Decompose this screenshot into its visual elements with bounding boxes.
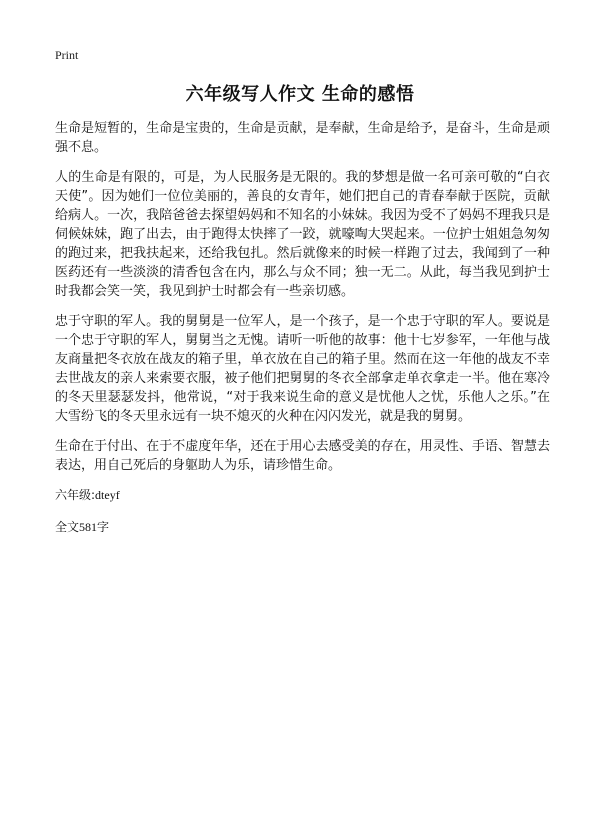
paragraph-2: 人的生命是有限的，可是，为人民服务是无限的。我的梦想是做一名可亲可敬的“白衣天使”。因为她们一位位美丽的，善良的女青年，她们把自己的青春奉献于医院，贡献给病人。一次，我陪爸爸去探望妈妈和不知名的小妹妹。我因为受不了妈妈不理我只是伺候妹妹，跑了出去，由于跑得太快摔了一跤，就嚎啕大哭起来。一位护士姐姐急匆匆的跑过来，把我扶起来，还给我包扎。然后就像来的时候一样跑了过去，我闻到了一种医药还有一些淡淡的清香包含在内，那么与众不同；独一无二。从此，每当我见到护士时我都会笑一笑，我见到护士时都会有一些亲切感。 [55,170,550,299]
grade-prefix: 六年级: [55,488,96,502]
word-count-prefix: 全文 [55,520,80,534]
word-count-line [55,518,550,536]
word-count-number: 581 [79,520,98,534]
paragraph-3: 忠于守职的军人。我的舅舅是一位军人，是一个孩子，是一个忠于守职的军人。要说是一个忠于守职的军人，舅舅当之无愧。请听一听他的故事：他十七岁参军，一年他与战友商量把冬衣放在战友的箱子里，单衣放在自己的箱子里。然而在这一年他的战友不幸去世战友的亲人来索要衣服，被子他们把舅舅的冬衣全部拿走单衣拿走一半。他在寒冷的冬天里瑟瑟发抖，他常说，“对于我来说生命的意义是忧他人之忧，乐他人之乐。”在大雪纷飞的冬天里永远有一块不熄灭的火种在闪闪发光，就是我的舅舅。 [55,314,550,424]
grade-author-line [55,486,550,504]
author-name: dteyf [95,488,120,502]
print-link[interactable]: Print [55,48,79,62]
paragraph-1: 生命是短暂的，生命是宝贵的，生命是贡献，是奉献，生命是给予，是奋斗，生命是顽强不息。 [55,121,550,155]
article-body [55,119,550,536]
paragraph-4: 生命在于付出、在于不虚度年华，还在于用心去感受美的存在，用灵性、手语、智慧去表达，用自己死后的身躯助人为乐，请珍惜生命。 [55,439,550,473]
word-count-suffix: 字 [97,520,110,534]
article-title: 六年级写人作文 生命的感悟 [185,84,415,105]
